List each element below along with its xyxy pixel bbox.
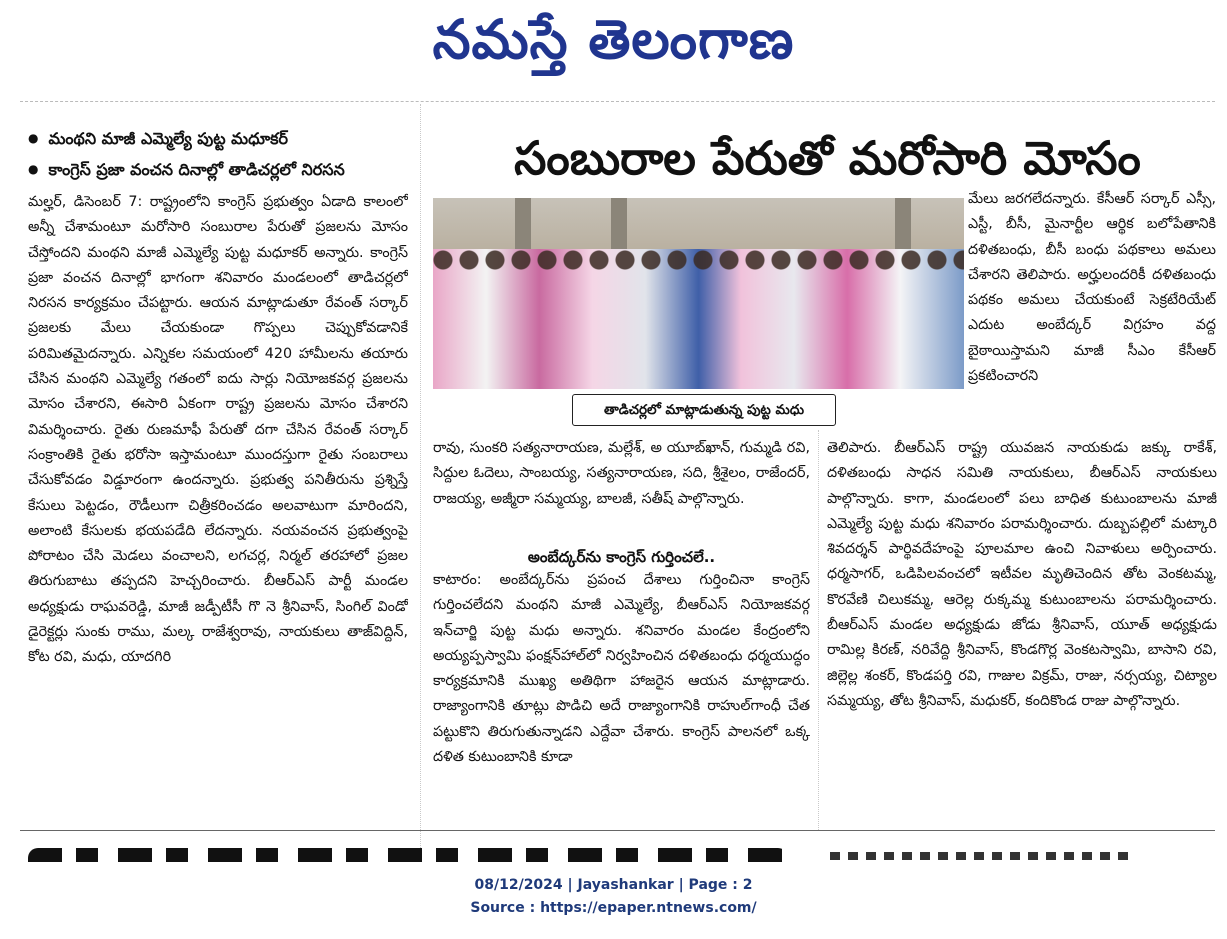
headline: సంబురాల పేరుతో మరోసారి మోసం xyxy=(514,131,1141,185)
news-photo xyxy=(433,198,964,389)
footer xyxy=(0,874,1227,920)
masthead xyxy=(0,0,1227,92)
article-column-3 xyxy=(827,436,1217,828)
article-column-1 xyxy=(28,190,408,827)
column-divider xyxy=(420,104,421,858)
article-text: తెలిపారు. బీఆర్ఎస్ రాష్ట్ర యువజన నాయకుడు జక్కు రాకేశ్, దళితబంధు సాధన సమితి నాయకులు, బీఆర్ఎస్ నాయకులు పాల్గొన్నారు. కాగా, మండలంలో పలు బాధిత కుటుంబాలను మాజీ ఎమ్మెల్యే పుట్ట మధు శనివారం పరామర్శించారు. దుబ్బపల్లిలో మట్కారి శివదర్శన్ పార్థివదేహంపై పూలమాల ఉంచి నివాళులు అర్పించారు. ధర్మసాగర్, ఒడిపిలవంచలో ఇటీవల మృతిచెందిన తోట వెంకటమ్మ, కొరవేణి చిలుకమ్మ, ఆరెల్ల రుక్కమ్మ కుటుంబాలను పరామర్శించారు. బీఆర్ఎస్ మండల అధ్యక్షుడు జోడు శ్రీనివాస్, యూత్ అధ్యక్షుడు రామిల్ల కిరణ్, నరివేద్ది శ్రీనివాస్, కొండగొర్ల వెంకటస్వామి, బాసాని రవి, జిల్లెల్ల శంకర్, కొండపర్తి రవి, గాజుల విక్రమ్, రాజు, నర్సయ్య, చిట్యాల సమ్మయ్య, తోట శ్రీనివాస్, మధుకర్, కందికొండ రాజు పాల్గొన్నారు. xyxy=(827,440,1217,709)
footer-date-edition: 08/12/2024 | Jayashankar | Page : 2 xyxy=(474,877,753,893)
bottom-rule xyxy=(20,830,1215,831)
newspaper-logo: నమస్తే తెలంగాణ xyxy=(432,7,795,71)
top-rule xyxy=(20,101,1215,102)
article-column-2-top xyxy=(433,436,810,543)
article-column-4 xyxy=(968,187,1216,427)
photo-caption: తాడిచర్లలో మాట్లాడుతున్న పుట్ట మధు xyxy=(572,394,836,426)
article-text: కాటారం: అంబేద్కర్‌ను ప్రపంచ దేశాలు గుర్తించినా కాంగ్రెస్ గుర్తించలేదని మంథని మాజీ ఎమ్మెల్యే, బీఆర్ఎస్ నియోజకవర్గ ఇన్‌చార్జి పుట్ట మధు అన్నారు. శనివారం మండల కేంద్రంలోని అయ్యప్పస్వామి ఫంక్షన్‌హాల్‌లో నిర్వహించిన దళితబంధు ధర్మయుద్ధం కార్యక్రమానికి ముఖ్య అతిథిగా హాజరైన ఆయన మాట్లాడారు. రాజ్యాంగానికి తూట్లు పొడిచి అదే రాజ్యాంగానికి రాహుల్‌గాంధీ చేత పట్టుకొని తిరుగుతున్నాడని ఎద్దేవా చేశారు. కాంగ్రెస్ పాలనలో ఒక్క దళిత కుటుంబానికి కూడా xyxy=(433,572,810,766)
footer-source-link[interactable]: Source : https://epaper.ntnews.com/ xyxy=(470,900,757,916)
article-text: మల్హర్, డిసెంబర్ 7: రాష్ట్రంలోని కాంగ్రెస్ ప్రభుత్వం ఏడాది కాలంలో అన్నీ చేశామంటూ మరోసారి సంబురాల పేరుతో ప్రజలను మోసం చేస్తోందని మంథని మాజీ ఎమ్మెల్యే పుట్ట మధూకర్ అన్నారు. కాంగ్రెస్ ప్రజా వంచన దినాల్లో భాగంగా శనివారం మండలంలో తాడిచర్లలో నిరసన కార్యక్రమం చేపట్టారు. ఆయన మాట్లాడుతూ రేవంత్ సర్కార్ ప్రజలకు మేలు చేయకుండా గొప్పలు చెప్పుకోవడానికే పరిమితమైదన్నారు. ఎన్నికల సమయంలో 420 హామీలను తయారు చేసిన మంథని ఎమ్మెల్యే గతంలో ఐదు సార్లు నియోజకవర్గ ప్రజలను మోసం చేశారని, ఈసారి ఏకంగా రాష్ట్ర ప్రజలను మోసం చేశారని విమర్శించారు. రైతు రుణమాఫీ పేరుతో దగా చేసిన రేవంత్ సర్కార్ సంక్రాంతికి రైతు భరోసా ఇస్తామంటూ ముందస్తుగా రైతు సంబరాలు చేసుకోవడం విడ్డూరంగా ఉందన్నారు. ప్రభుత్వ పనితీరును ప్రశ్నిస్తే కేసులు పెట్టడం, రౌడీలుగా చిత్రీకరించడం అలవాటుగా మారిందని, అలాంటి కేసులకు భయపడేది లేదన్నారు. నయవంచన ప్రభుత్వంపై పోరాటం చేసి మెడలు వంచాలని, లగచర్ల, నిర్మల్ తరహాలో ప్రజల తిరుగుబాటు తప్పదని హెచ్చరించారు. బీఆర్ఎస్ పార్టీ మండల అధ్యక్షుడు రాఘవరెడ్డి, మాజీ జడ్పీటీసీ గొ నె శ్రీనివాస్, సింగిల్ విండో డైరెక్టర్లు సుంకు రాము, మల్క రాజేశ్వరావు, నాయకులు తాజ్‌విద్దిన్, కోట రవి, మధు, యాదగిరి xyxy=(28,194,408,666)
bullet-points xyxy=(28,124,428,186)
subheading: అంబేద్కర్‌ను కాంగ్రెస్ గుర్తించలే.. xyxy=(527,548,716,566)
column-divider xyxy=(818,430,819,830)
article-text: రావు, సుంకరి సత్యనారాయణ, మల్లేశ్, అ యూబ్‌ఖాన్, గుమ్మడి రవి, సిద్దుల ఓదెలు, సాంబయ్య, సత్యనారాయణ, సది, శ్రీశైలం, రాజేందర్, రాజయ్య, అజ్మీరా సమ్మయ్య, బాలజీ, సతీష్ పాల్గొన్నారు. xyxy=(433,440,810,507)
bullet-item: ● కాంగ్రెస్ ప్రజా వంచన దినాల్లో తాడిచర్లలో నిరసన xyxy=(28,155,428,186)
bullet-item: ● మంథని మాజీ ఎమ్మెల్యే పుట్ట మధూకర్ xyxy=(28,124,428,155)
next-headline-strip xyxy=(28,848,788,862)
next-text-strip xyxy=(830,852,1130,860)
article-text: మేలు జరగలేదన్నారు. కేసీఆర్ సర్కార్ ఎస్సీ, ఎస్టీ, బీసీ, మైనార్టీల ఆర్థిక బలోపేతానికి దళితబంధు, బీసీ బంధు పథకాలు అమలు చేశారని తెలిపారు. అర్హులందరికీ దళితబంధు పథకం అమలు చేయకుంటే సెక్రటేరియేట్ ఎదుట అంబేద్కర్ విగ్రహం వద్ద బైఠాయిస్తామని మాజీ సీఎం కేసీఆర్ ప్రకటించారని xyxy=(968,191,1216,385)
photo-heads xyxy=(433,240,964,280)
article-column-2-bottom xyxy=(433,568,810,828)
